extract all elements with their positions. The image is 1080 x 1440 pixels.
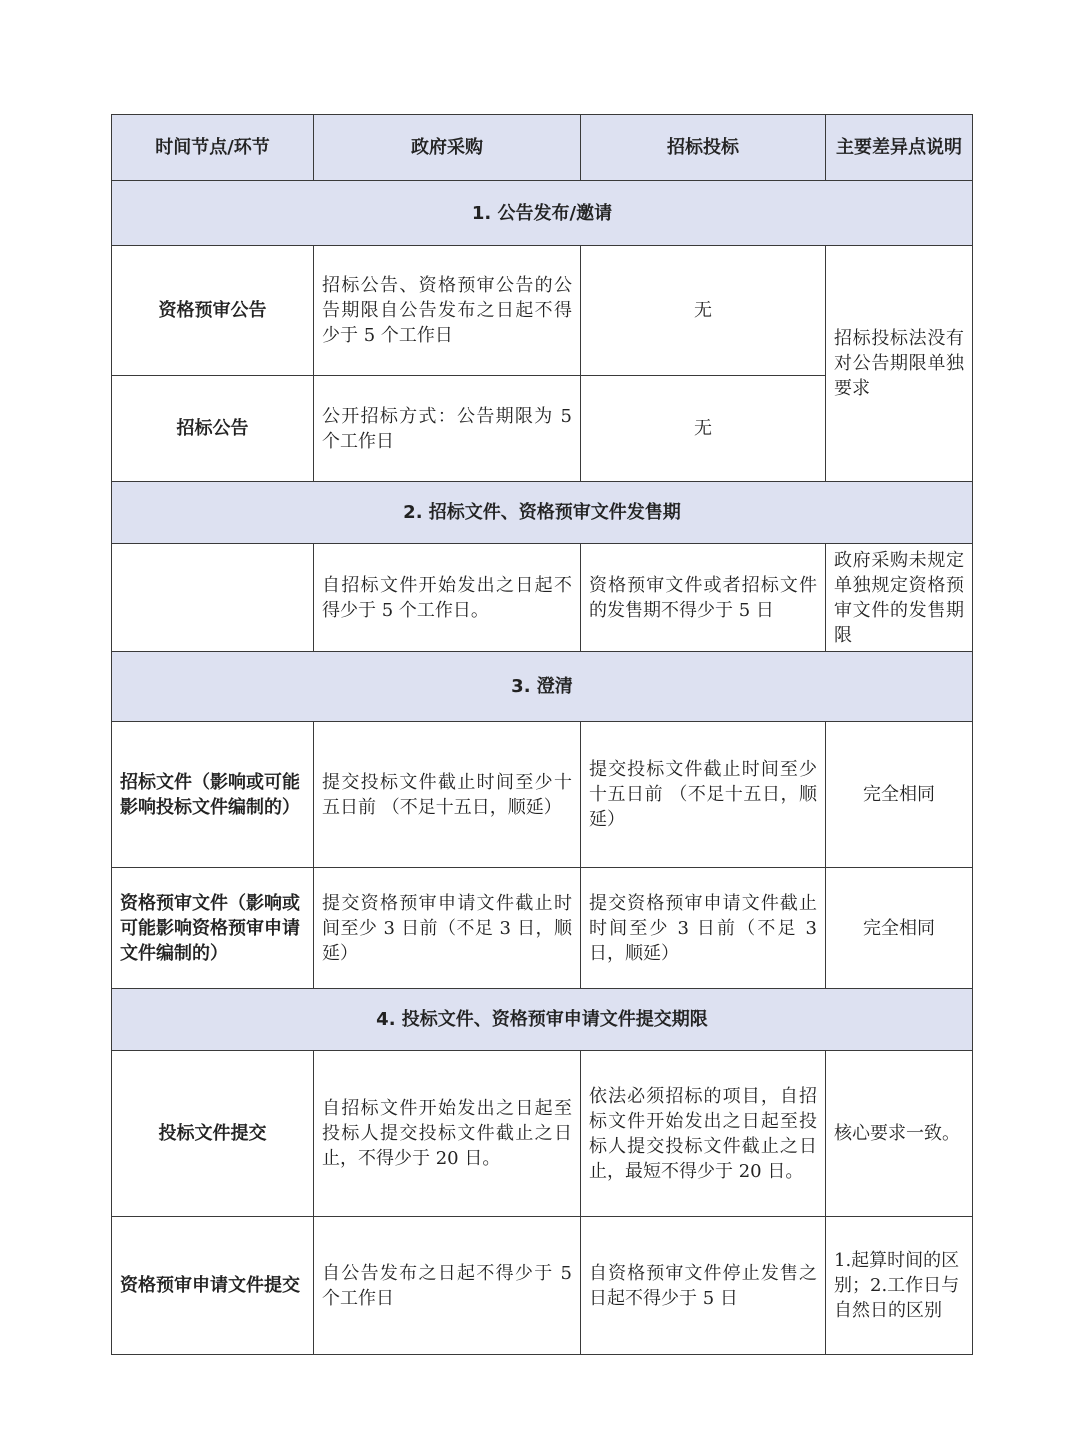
table-row	[112, 868, 973, 989]
government-cell: 提交资格预审申请文件截止时间至少 3 日前（不足 3 日，顺延）	[314, 868, 581, 989]
table-row	[112, 246, 973, 376]
difference-cell: 完全相同	[826, 868, 973, 989]
bidding-cell: 资格预审文件或者招标文件的发售期不得少于 5 日	[581, 544, 826, 652]
government-cell: 自公告发布之日起不得少于 5 个工作日	[314, 1217, 581, 1355]
header-government-procurement: 政府采购	[314, 115, 581, 181]
header-difference: 主要差异点说明	[826, 115, 973, 181]
section-title: 3. 澄清	[112, 652, 973, 722]
bidding-cell: 提交投标文件截止时间至少十五日前 （不足十五日，顺延）	[581, 722, 826, 868]
section-title: 1. 公告发布/邀请	[112, 181, 973, 246]
bidding-cell: 依法必须招标的项目，自招标文件开始发出之日起至投标人提交投标文件截止之日止，最短不得少于 20 日。	[581, 1051, 826, 1217]
table-row	[112, 1051, 973, 1217]
node-cell: 招标公告	[112, 376, 314, 482]
header-bidding: 招标投标	[581, 115, 826, 181]
header-node: 时间节点/环节	[112, 115, 314, 181]
bidding-cell: 提交资格预审申请文件截止时间至少 3 日前（不足 3 日，顺延）	[581, 868, 826, 989]
government-cell: 自招标文件开始发出之日起至投标人提交投标文件截止之日止，不得少于 20 日。	[314, 1051, 581, 1217]
table-row	[112, 722, 973, 868]
bidding-cell: 自资格预审文件停止发售之日起不得少于 5 日	[581, 1217, 826, 1355]
node-cell: 投标文件提交	[112, 1051, 314, 1217]
table-row	[112, 544, 973, 652]
government-cell: 招标公告、资格预审公告的公告期限自公告发布之日起不得少于 5 个工作日	[314, 246, 581, 376]
header-row	[112, 115, 973, 181]
section-header-row	[112, 181, 973, 246]
bidding-cell: 无	[581, 246, 826, 376]
government-cell: 提交投标文件截止时间至少十五日前 （不足十五日，顺延）	[314, 722, 581, 868]
comparison-table	[111, 114, 973, 1355]
bidding-cell: 无	[581, 376, 826, 482]
node-cell: 资格预审申请文件提交	[112, 1217, 314, 1355]
section-title: 4. 投标文件、资格预审申请文件提交期限	[112, 989, 973, 1051]
table-row	[112, 1217, 973, 1355]
government-cell: 自招标文件开始发出之日起不得少于 5 个工作日。	[314, 544, 581, 652]
section-title: 2. 招标文件、资格预审文件发售期	[112, 482, 973, 544]
node-cell	[112, 544, 314, 652]
difference-cell: 招标投标法没有对公告期限单独要求	[826, 246, 973, 482]
section-header-row	[112, 652, 973, 722]
node-cell: 资格预审公告	[112, 246, 314, 376]
difference-cell: 核心要求一致。	[826, 1051, 973, 1217]
difference-cell: 政府采购未规定单独规定资格预审文件的发售期限	[826, 544, 973, 652]
difference-cell: 1.起算时间的区别；2.工作日与自然日的区别	[826, 1217, 973, 1355]
node-cell: 招标文件（影响或可能影响投标文件编制的）	[112, 722, 314, 868]
difference-cell: 完全相同	[826, 722, 973, 868]
government-cell: 公开招标方式：公告期限为 5 个工作日	[314, 376, 581, 482]
section-header-row	[112, 989, 973, 1051]
section-header-row	[112, 482, 973, 544]
node-cell: 资格预审文件（影响或可能影响资格预审申请文件编制的）	[112, 868, 314, 989]
